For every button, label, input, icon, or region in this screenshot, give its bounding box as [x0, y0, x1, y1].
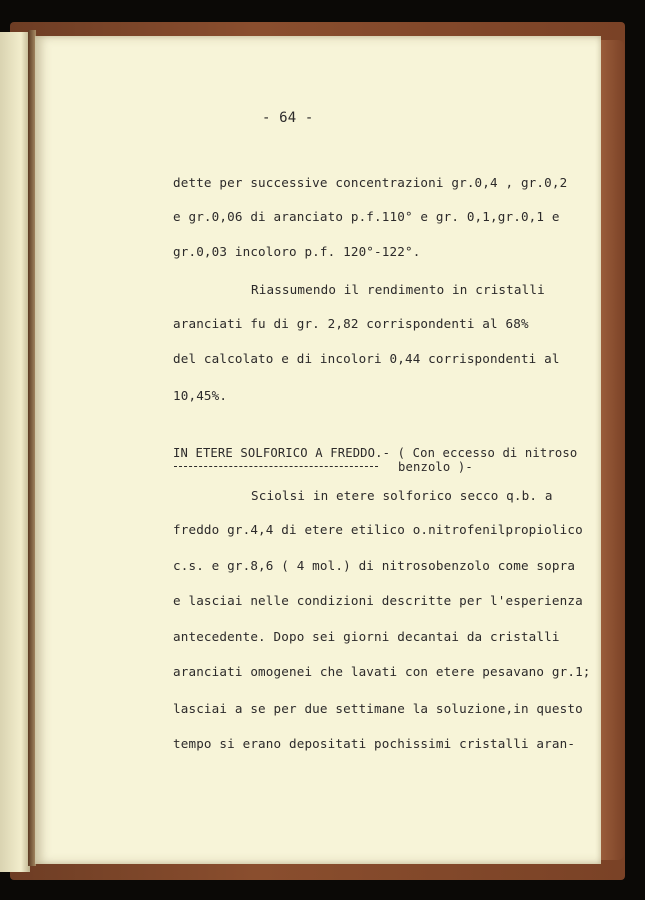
heading-underline — [174, 466, 378, 467]
text-line-4: Riassumendo il rendimento in cristalli — [251, 282, 545, 297]
text-line-6: del calcolato e di incolori 0,44 corrispondenti al — [173, 351, 560, 366]
section-heading-continuation: benzolo )- — [398, 460, 473, 474]
text-line-11: freddo gr.4,4 di etere etilico o.nitrofenilpropiolico — [173, 522, 583, 537]
text-line-16: lasciai a se per due settimane la soluzione,in questo — [173, 701, 583, 716]
text-line-2: e gr.0,06 di aranciato p.f.110° e gr. 0,1,gr.0,1 e — [173, 209, 560, 224]
section-heading: IN ETERE SOLFORICO A FREDDO.- ( Con eccesso di nitroso — [173, 446, 578, 460]
text-line-3: gr.0,03 incoloro p.f. 120°-122°. — [173, 244, 421, 259]
text-line-17: tempo si erano depositati pochissimi cristalli aran- — [173, 736, 576, 751]
page-number: - 64 - — [262, 110, 314, 126]
text-line-14: antecedente. Dopo sei giorni decantai da cristalli — [173, 629, 560, 644]
text-line-12: c.s. e gr.8,6 ( 4 mol.) di nitrosobenzolo come sopra — [173, 558, 576, 573]
previous-page-edge — [0, 32, 30, 872]
text-line-1: dette per successive concentrazioni gr.0,4 , gr.0,2 — [173, 175, 568, 190]
text-line-7: 10,45%. — [173, 388, 228, 403]
text-line-15: aranciati omogenei che lavati con etere pesavano gr.1; — [173, 664, 591, 679]
text-line-5: aranciati fu di gr. 2,82 corrispondenti al 68% — [173, 316, 529, 331]
text-line-10: Sciolsi in etere solforico secco q.b. a — [251, 488, 553, 503]
text-line-13: e lasciai nelle condizioni descritte per l'esperienza — [173, 593, 583, 608]
